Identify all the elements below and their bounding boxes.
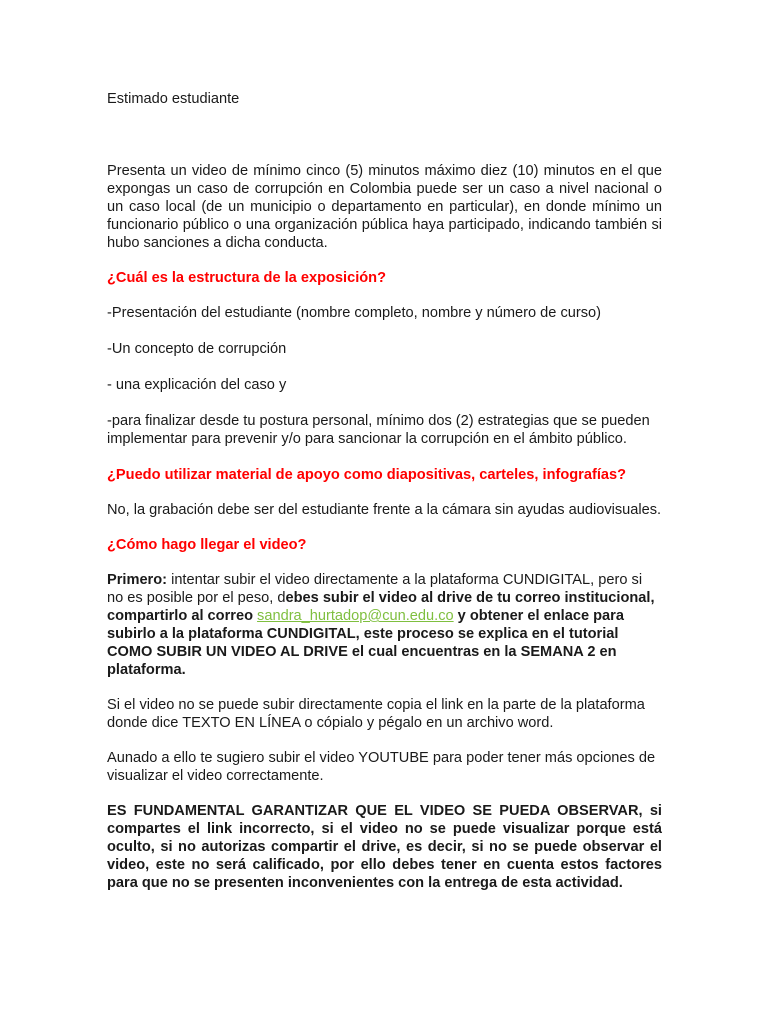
first-bold-text-2: y obtener el enlace para subirlo a la plataforma CUNDIGITAL, este proceso se explica en el tutorial COMO SUBIR UN VIDEO AL DRIVE el cual encuentras en la SEMANA 2 en plataforma. bbox=[107, 608, 624, 678]
greeting: Estimado estudiante bbox=[107, 91, 240, 107]
email-link[interactable]: sandra_hurtadop@cun.edu.co bbox=[257, 608, 454, 624]
paragraph-youtube: Aunado a ello te sugiero subir el video YOUTUBE para poder tener más opciones de visualizar el video correctamente. bbox=[107, 750, 656, 784]
question-support-material: ¿Puedo utilizar material de apoyo como diapositivas, carteles, infografías? bbox=[107, 467, 627, 483]
structure-item: - una explicación del caso y bbox=[107, 377, 287, 393]
delivery-paragraph bbox=[107, 571, 662, 679]
document-body bbox=[107, 90, 662, 909]
structure-item: -Un concepto de corrupción bbox=[107, 341, 287, 357]
question-structure: ¿Cuál es la estructura de la exposición? bbox=[107, 270, 386, 286]
question-delivery: ¿Cómo hago llegar el video? bbox=[107, 537, 307, 553]
first-text: intentar subir el video directamente a la plataforma CUNDIGITAL, pero si no es posible por el peso, d bbox=[107, 572, 643, 606]
paragraph-warning: ES FUNDAMENTAL GARANTIZAR QUE EL VIDEO SE PUEDA OBSERVAR, si compartes el link incorrecto, si el video no se puede visualizar porque está oculto, si no autorizas compartir el drive, es decir, si no se puede observar el video, este no será calificado, por ello debes tener en cuenta estos factores para que no se presenten inconvenientes con la entrega de esta actividad. bbox=[107, 803, 662, 891]
first-label: Primero: bbox=[107, 572, 168, 588]
structure-item: -para finalizar desde tu postura personal, mínimo dos (2) estrategias que se pueden implementar para prevenir y/o para sancionar la corrupción en el ámbito público. bbox=[107, 413, 650, 447]
structure-item: -Presentación del estudiante (nombre completo, nombre y número de curso) bbox=[107, 305, 602, 321]
first-bold-text: ebes subir el video al drive de tu correo institucional, compartirlo al correo bbox=[107, 590, 655, 624]
answer-support-material: No, la grabación debe ser del estudiante frente a la cámara sin ayudas audiovisuales. bbox=[107, 502, 662, 518]
intro-paragraph: Presenta un video de mínimo cinco (5) minutos máximo diez (10) minutos en el que expongas un caso de corrupción en Colombia puede ser un caso a nivel nacional o un caso local (de un municipio o departamento en particular), en donde mínimo un funcionario público o una organización pública haya participado, indicando también si hubo sanciones a dicha conducta. bbox=[107, 163, 662, 251]
paragraph-text-online: Si el video no se puede subir directamente copia el link en la parte de la plataforma donde dice TEXTO EN LÍNEA o cópialo y pégalo en un archivo word. bbox=[107, 697, 645, 731]
